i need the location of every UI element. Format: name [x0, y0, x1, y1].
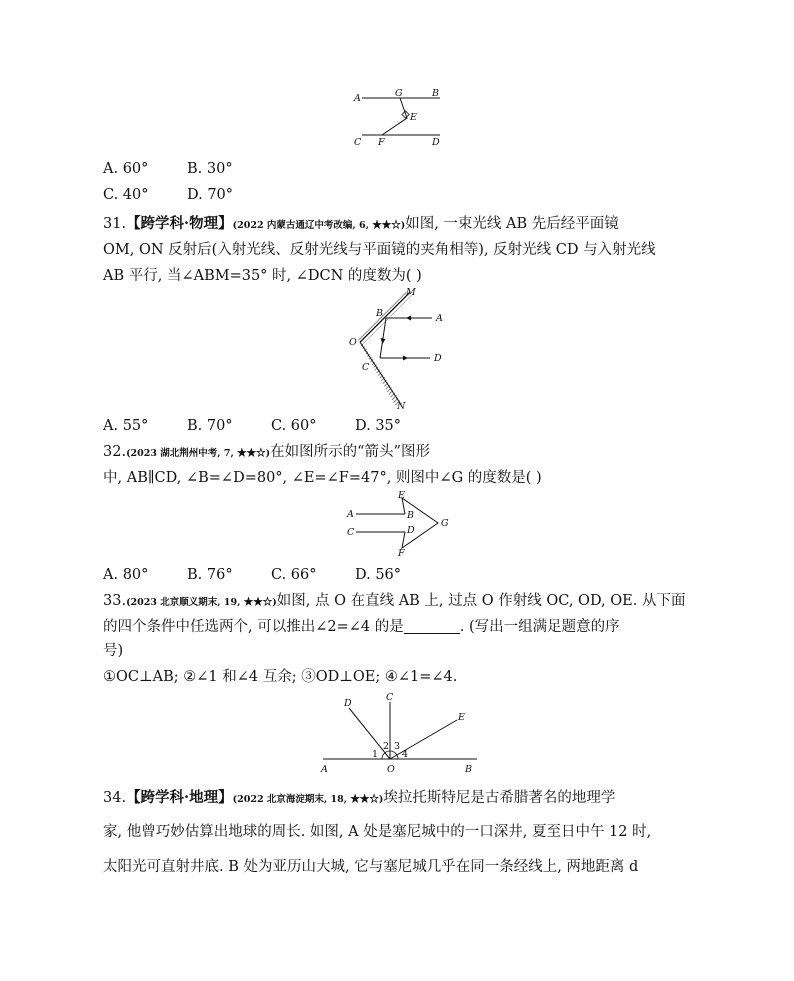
label-D: D: [407, 525, 415, 536]
q32-number: 32.: [103, 444, 127, 460]
q30-options-row2: [103, 185, 233, 205]
answer-blank[interactable]: [404, 619, 460, 634]
q33-line3: 号): [103, 643, 124, 659]
q31-line3: AB 平行, 当∠ABM=35° 时, ∠DCN 的度数为( ): [103, 268, 422, 284]
q34-number: 34.: [103, 790, 127, 806]
q30-option-c: C. 40°: [103, 187, 149, 203]
q32-option-d: D. 56°: [355, 567, 402, 583]
label-F: F: [398, 548, 405, 559]
figure-q30: [350, 86, 450, 150]
q30-option-a: A. 60°: [103, 161, 149, 177]
figure-q33: [315, 692, 485, 776]
q33-line1: [103, 591, 685, 613]
q33-source: (2023 北京顺义期末, 19, ★★☆): [126, 597, 277, 608]
q31-text1: 如图, 一束光线 AB 先后经平面镜: [405, 216, 619, 232]
q32-option-a: A. 80°: [103, 567, 149, 583]
label-B: B: [376, 308, 383, 319]
q33-line2: [103, 617, 620, 637]
label-D: D: [432, 137, 440, 148]
label-A: A: [354, 93, 361, 104]
label-O: O: [349, 337, 357, 348]
q31-option-c: C. 60°: [271, 418, 317, 434]
q34-line2: 家, 他曾巧妙估算出地球的周长. 如图, A 处是塞尼城中的一口深井, 夏至日中午 12 时,: [103, 824, 652, 840]
q31-number: 31.: [103, 216, 127, 232]
q30-option-d: D. 70°: [187, 187, 234, 203]
q34-line3: 太阳光可直射井底. B 处为亚历山大城, 它与塞尼城几乎在同一条经线上, 两地距离 d: [103, 859, 639, 875]
label-C: C: [362, 362, 370, 373]
q31-option-a: A. 55°: [103, 418, 149, 434]
label-E: E: [458, 712, 465, 723]
label-D: D: [344, 698, 352, 709]
q32-options: [103, 565, 401, 585]
q31-tag: 【跨学科·物理】: [126, 215, 233, 232]
angle-2: 2: [383, 741, 390, 752]
label-G: G: [441, 518, 449, 529]
label-D: D: [434, 353, 442, 364]
label-F: F: [378, 137, 385, 148]
q31-options: [103, 416, 401, 436]
label-C: C: [347, 527, 355, 538]
label-C: C: [386, 692, 394, 703]
q33-text2b: . (写出一组满足题意的序: [459, 619, 620, 635]
q34-source: (2022 北京海淀期末, 18, ★★☆): [232, 794, 384, 805]
label-B: B: [407, 510, 414, 521]
angle-1: 1: [372, 749, 379, 760]
label-E: E: [410, 112, 417, 123]
q33-number: 33.: [103, 593, 127, 609]
label-M: M: [406, 287, 416, 298]
q34-text1: 埃拉托斯特尼是古希腊著名的地理学: [383, 790, 616, 806]
q32-line1: [103, 442, 430, 464]
angle-3: 3: [394, 741, 401, 752]
label-G: G: [395, 88, 403, 99]
q32-text1: 在如图所示的“箭头”图形: [270, 444, 430, 460]
q31-line1: [103, 214, 619, 236]
label-B: B: [432, 88, 439, 99]
q32-option-c: C. 66°: [271, 567, 317, 583]
label-C: C: [354, 137, 362, 148]
q30-option-b: B. 30°: [187, 161, 233, 177]
q34-tag: 【跨学科·地理】: [126, 789, 233, 806]
figure-q31: [340, 286, 460, 410]
label-A: A: [347, 509, 354, 520]
angle-4: 4: [402, 749, 409, 760]
q30-options-row1: [103, 159, 233, 179]
q33-text2: 的四个条件中任选两个, 可以推出∠2=∠4 的是: [103, 619, 404, 635]
label-E: E: [398, 490, 405, 501]
q31-option-d: D. 35°: [355, 418, 402, 434]
q33-conditions: ①OC⊥AB; ②∠1 和∠4 互余; ③OD⊥OE; ④∠1=∠4.: [103, 669, 458, 685]
q31-option-b: B. 70°: [187, 418, 233, 434]
label-N: N: [397, 401, 406, 410]
q31-line2: OM, ON 反射后(入射光线、反射光线与平面镜的夹角相等), 反射光线 CD 与入射光线: [103, 242, 656, 258]
q34-line1: [103, 788, 615, 810]
label-A: A: [321, 764, 328, 775]
label-A: A: [436, 313, 443, 324]
q31-source: (2022 内蒙古通辽中考改编, 6, ★★☆): [232, 220, 406, 231]
q32-option-b: B. 76°: [187, 567, 233, 583]
label-B: B: [465, 764, 472, 775]
q32-source: (2023 湖北荆州中考, 7, ★★☆): [126, 448, 271, 459]
label-O: O: [387, 764, 395, 775]
figure-q32: [340, 488, 460, 560]
q33-text1: 如图, 点 O 在直线 AB 上, 过点 O 作射线 OC, OD, OE. 从下面: [276, 593, 686, 609]
q32-line2: 中, AB∥CD, ∠B=∠D=80°, ∠E=∠F=47°, 则图中∠G 的度数是( ): [103, 470, 542, 486]
